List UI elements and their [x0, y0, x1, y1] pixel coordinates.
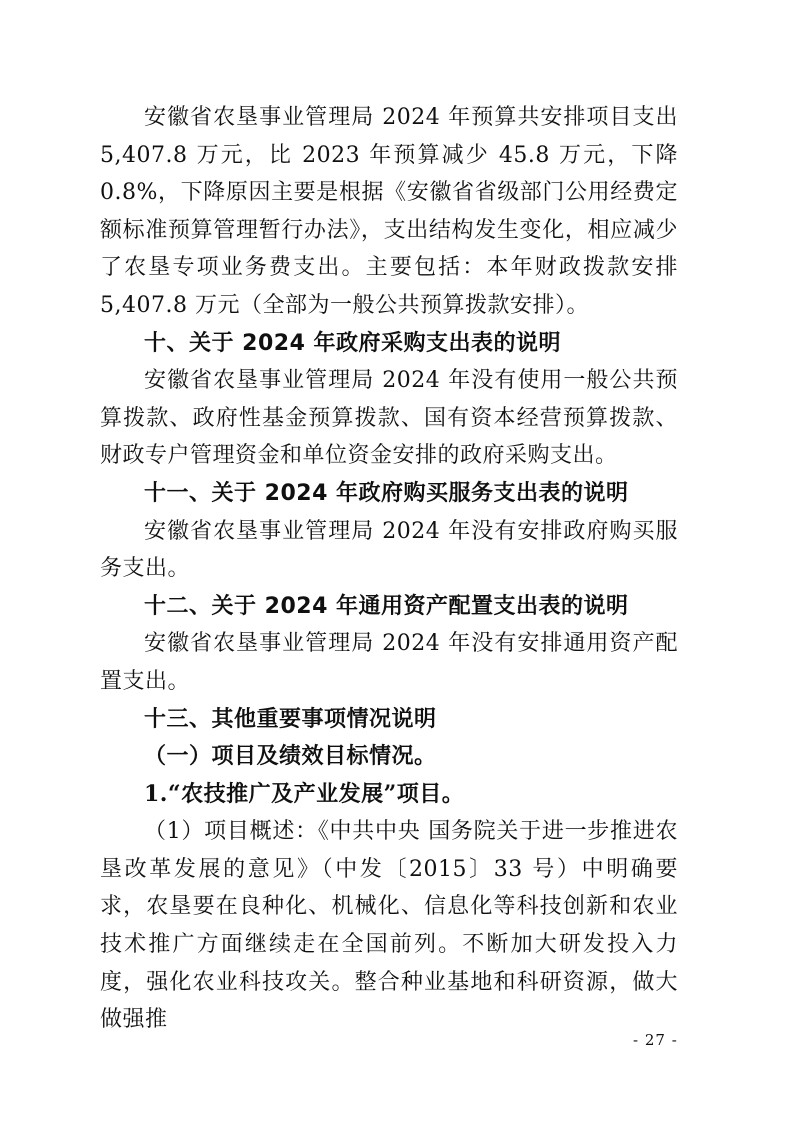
heading-subsection-1-projects-performance: （一）项目及绩效目标情况。 — [144, 743, 437, 770]
heading-section-11: 十一、关于 2024 年政府购买服务支出表的说明 — [144, 480, 629, 506]
paragraph-budget-project-expenditure: 安徽省农垦事业管理局 2024 年预算共安排项目支出 5,407.8 万元，比 2023 年预算减少 45.8 万元，下降 0.8%，下降原因主要是根据《安徽省省级部门公用经费定额标准预算管理暂行办法》，支出结构发生变化，相应减少了农垦专项业务费支出。主要包括：本年财政拨款安排 5,407.8 万元（全部为一般公共预算拨款安排）。 — [100, 105, 678, 318]
paragraph-purchased-services: 安徽省农垦事业管理局 2024 年没有安排政府购买服务支出。 — [100, 518, 678, 582]
heading-section-13: 十三、其他重要事项情况说明 — [144, 706, 437, 732]
document-body — [100, 99, 678, 1039]
paragraph-project-overview: （1）项目概述：《中共中央 国务院关于进一步推进农垦改革发展的意见》（中发〔2015〕33 号）中明确要求，农垦要在良种化、机械化、信息化等科技创新和农业技术推广方面继续走在全国前列。不断加大研发投入力度，强化农业科技攻关。整合种业基地和科研资源，做大做强推 — [100, 819, 678, 1033]
heading-section-10: 十、关于 2024 年政府采购支出表的说明 — [144, 330, 562, 356]
paragraph-asset-allocation: 安徽省农垦事业管理局 2024 年没有安排通用资产配置支出。 — [100, 631, 678, 694]
heading-project-1-agritech: 1.“农技推广及产业发展”项目。 — [144, 780, 465, 807]
paragraph-government-procurement: 安徽省农垦事业管理局 2024 年没有使用一般公共预算拨款、政府性基金预算拨款、国有资本经营预算拨款、财政专户管理资金和单位资金安排的政府采购支出。 — [100, 368, 678, 469]
page-number: - 27 - — [633, 1031, 678, 1049]
heading-section-12: 十二、关于 2024 年通用资产配置支出表的说明 — [144, 593, 629, 619]
